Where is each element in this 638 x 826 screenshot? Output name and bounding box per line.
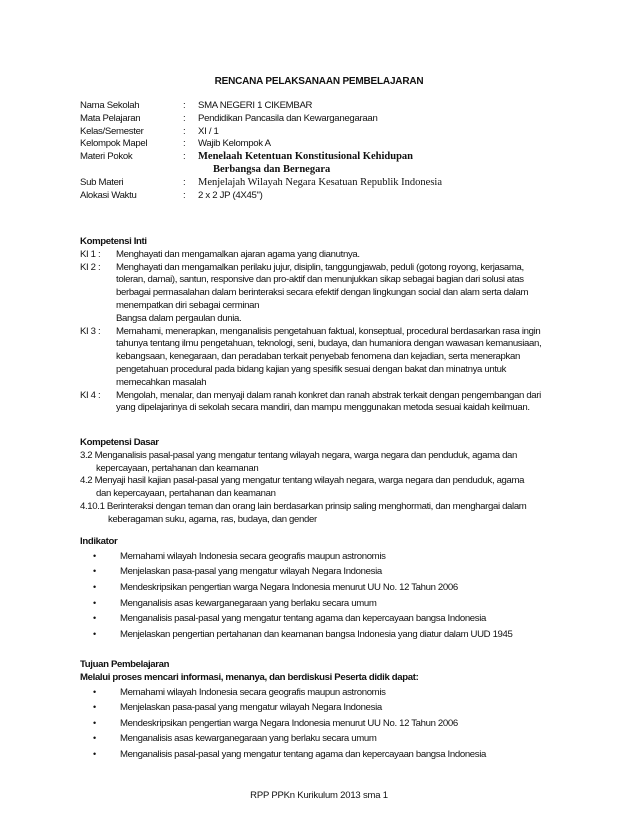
list-item: • Menjelaskan pasa-pasal yang mengatur wilayah Negara Indonesia [93,564,570,580]
bullet-icon: • [93,550,96,561]
section-heading: Kompetensi Dasar [80,437,159,448]
ki-line: pengetahuan procedural pada bidang kajian yang spesifik sesuai dengan bakat dan minatnya untuk [116,363,507,375]
ki-line: Menghayati dan mengamalkan ajaran agama yang dianutnya. [116,248,360,260]
ki-code: KI 2 : [80,261,101,273]
ki-line: yang dipelajarinya di sekolah secara mandiri, dan mampu menggunakan metoda sesuai kaidah keilmuan. [116,402,530,414]
identity-row-kelompok-mapel [80,138,580,151]
ki-code: KI 1 : [80,248,101,260]
identity-row-nama-sekolah [80,100,580,113]
kompetensi-dasar-section [80,437,570,527]
identity-label: Kelas/Semester [80,125,144,137]
identity-row-alokasi-waktu [80,190,580,203]
kompetensi-inti-section [80,236,570,415]
bullet-icon: • [93,686,96,697]
kd-line: 3.2 Menganalisis pasal-pasal yang mengatur tentang wilayah negara, warga negara dan penduduk, agama dan [80,449,518,461]
ki-line: tahunya tentang ilmu pengetahuan, teknologi, seni, budaya, dan humaniora dengan wawasan kemanusiaan, [116,338,542,350]
list-item: • Mendeskripsikan pengertian warga Negara Indonesia menurut UU No. 12 Tahun 2006 [93,580,570,596]
identity-value: SMA NEGERI 1 CIKEMBAR [198,100,313,111]
bullet-icon: • [93,597,96,608]
kd-item [80,475,570,501]
kd-line: kepercayaan, pertahanan dan keamanan [96,462,259,474]
identity-row-kelas-semester [80,126,580,139]
identity-value: XI / 1 [198,125,219,137]
list-item: • Menjelaskan pasa-pasal yang mengatur wilayah Negara Indonesia [93,700,570,716]
ki-line: Mengolah, menalar, dan menyaji dalam ranah konkret dan ranah abstrak terkait dengan pengembangan dari [116,389,541,401]
list-item: • Memahami wilayah Indonesia secara geografis maupun astronomis [93,685,570,701]
ki-code: KI 3 : [80,325,101,337]
identity-value: Menelaah Ketentuan Konstitusional Kehidupan [198,151,413,163]
kd-item [80,450,570,476]
list-item: • Memahami wilayah Indonesia secara geografis maupun astronomis [93,549,570,565]
indikator-section [80,536,570,642]
identity-value: Wajib Kelompok A [198,138,271,150]
identity-row-mata-pelajaran [80,113,580,126]
section-subheading: Melalui proses mencari informasi, menanya, dan berdiskusi Peserta didik dapat: [80,671,419,683]
tujuan-section [80,659,570,763]
tujuan-list [80,685,570,763]
indikator-list [80,549,570,643]
ki-item-2 [80,262,570,326]
document-title: RENCANA PELAKSANAAN PEMBELAJARAN [214,76,424,87]
bullet-icon: • [93,717,96,728]
identity-colon: : [183,189,186,201]
section-heading: Kompetensi Inti [80,236,147,247]
kd-line: 4.2 Menyaji hasil kajian pasal-pasal yang mengatur tentang wilayah negara, warga negara dan penduduk, agama [80,475,525,487]
identity-row-sub-materi [80,177,580,190]
ki-line: berbagai permasalahan dalam berinteraksi secara efektif dengan lingkungan social dan alam serta dalam [116,287,529,299]
kd-line: dan kepercayaan, pertahanan dan keamanan [96,488,276,500]
ki-line: toleran, damai), santun, responsive dan pro-aktif dan menunjukkan sikap sebagai bagian dari solusi atas [116,274,524,286]
identity-value: 2 x 2 JP (4X45") [198,189,263,201]
list-item: • Menganalisis pasal-pasal yang mengatur tentang agama dan kepercayaan bangsa Indonesia [93,747,570,763]
identity-label: Materi Pokok [80,151,133,163]
identity-colon: : [183,125,186,137]
ki-code: KI 4 : [80,389,101,401]
bullet-icon: • [93,613,96,624]
identity-row-materi-pokok [80,151,580,164]
bullet-icon: • [93,566,96,577]
ki-item-4 [80,390,570,416]
ki-line: kebangsaan, kenegaraan, dan peradaban terkait penyebab fenomena dan kejadian, serta menerapkan [116,351,520,363]
bullet-icon: • [93,702,96,713]
ki-line: Memahami, menerapkan, menganalisis pengetahuan faktual, konseptual, procedural berdasarkan rasa ingin [116,325,541,337]
bullet-icon: • [93,748,96,759]
identity-label: Nama Sekolah [80,100,140,111]
ki-line: Bangsa dalam pergaulan dunia. [116,312,242,324]
identity-label: Kelompok Mapel [80,138,148,150]
ki-line: Menghayati dan mengamalkan perilaku jujur, disiplin, tanggungjawab, peduli (gotong royong, kerjasama, [116,261,524,273]
kd-line: 4.10.1 Berinteraksi dengan teman dan orang lain berdasarkan prinsip saling menghormati, dan menghargai dalam [80,500,527,512]
kd-item [80,501,570,527]
bullet-icon: • [93,733,96,744]
identity-value-continuation: Berbangsa dan Bernegara [213,163,331,175]
ki-item-1 [80,249,570,262]
identity-colon: : [183,100,186,111]
ki-line: memecahkan masalah [116,376,207,388]
section-heading: Indikator [80,536,118,547]
list-item: • Menjelaskan pengertian pertahanan dan keamanan bangsa Indonesia yang diatur dalam UUD 1945 [93,627,570,643]
identity-label: Mata Pelajaran [80,112,141,124]
ki-item-3 [80,326,570,390]
identity-colon: : [183,112,186,124]
ki-line: menempatkan diri sebagai cerminan [116,299,260,311]
list-item: • Menganalisis pasal-pasal yang mengatur tentang agama dan kepercayaan bangsa Indonesia [93,611,570,627]
identity-value: Pendidikan Pancasila dan Kewarganegaraan [198,112,378,124]
section-heading: Tujuan Pembelajaran [80,659,170,670]
bullet-icon: • [93,581,96,592]
page-footer: RPP PPKn Kurikulum 2013 sma 1 [250,790,388,801]
list-item: • Menganalisis asas kewarganegaraan yang berlaku secara umum [93,731,570,747]
identity-block [80,100,580,202]
identity-colon: : [183,138,186,150]
identity-label: Alokasi Waktu [80,189,137,201]
bullet-icon: • [93,628,96,639]
list-item: • Mendeskripsikan pengertian warga Negara Indonesia menurut UU No. 12 Tahun 2006 [93,716,570,732]
identity-label: Sub Materi [80,176,124,188]
identity-value: Menjelajah Wilayah Negara Kesatuan Republik Indonesia [198,176,443,188]
kd-line: keberagaman suku, agama, ras, budaya, dan gender [108,513,317,525]
list-item: • Menganalisis asas kewarganegaraan yang berlaku secara umum [93,596,570,612]
identity-colon: : [183,176,186,188]
identity-colon: : [183,151,186,163]
